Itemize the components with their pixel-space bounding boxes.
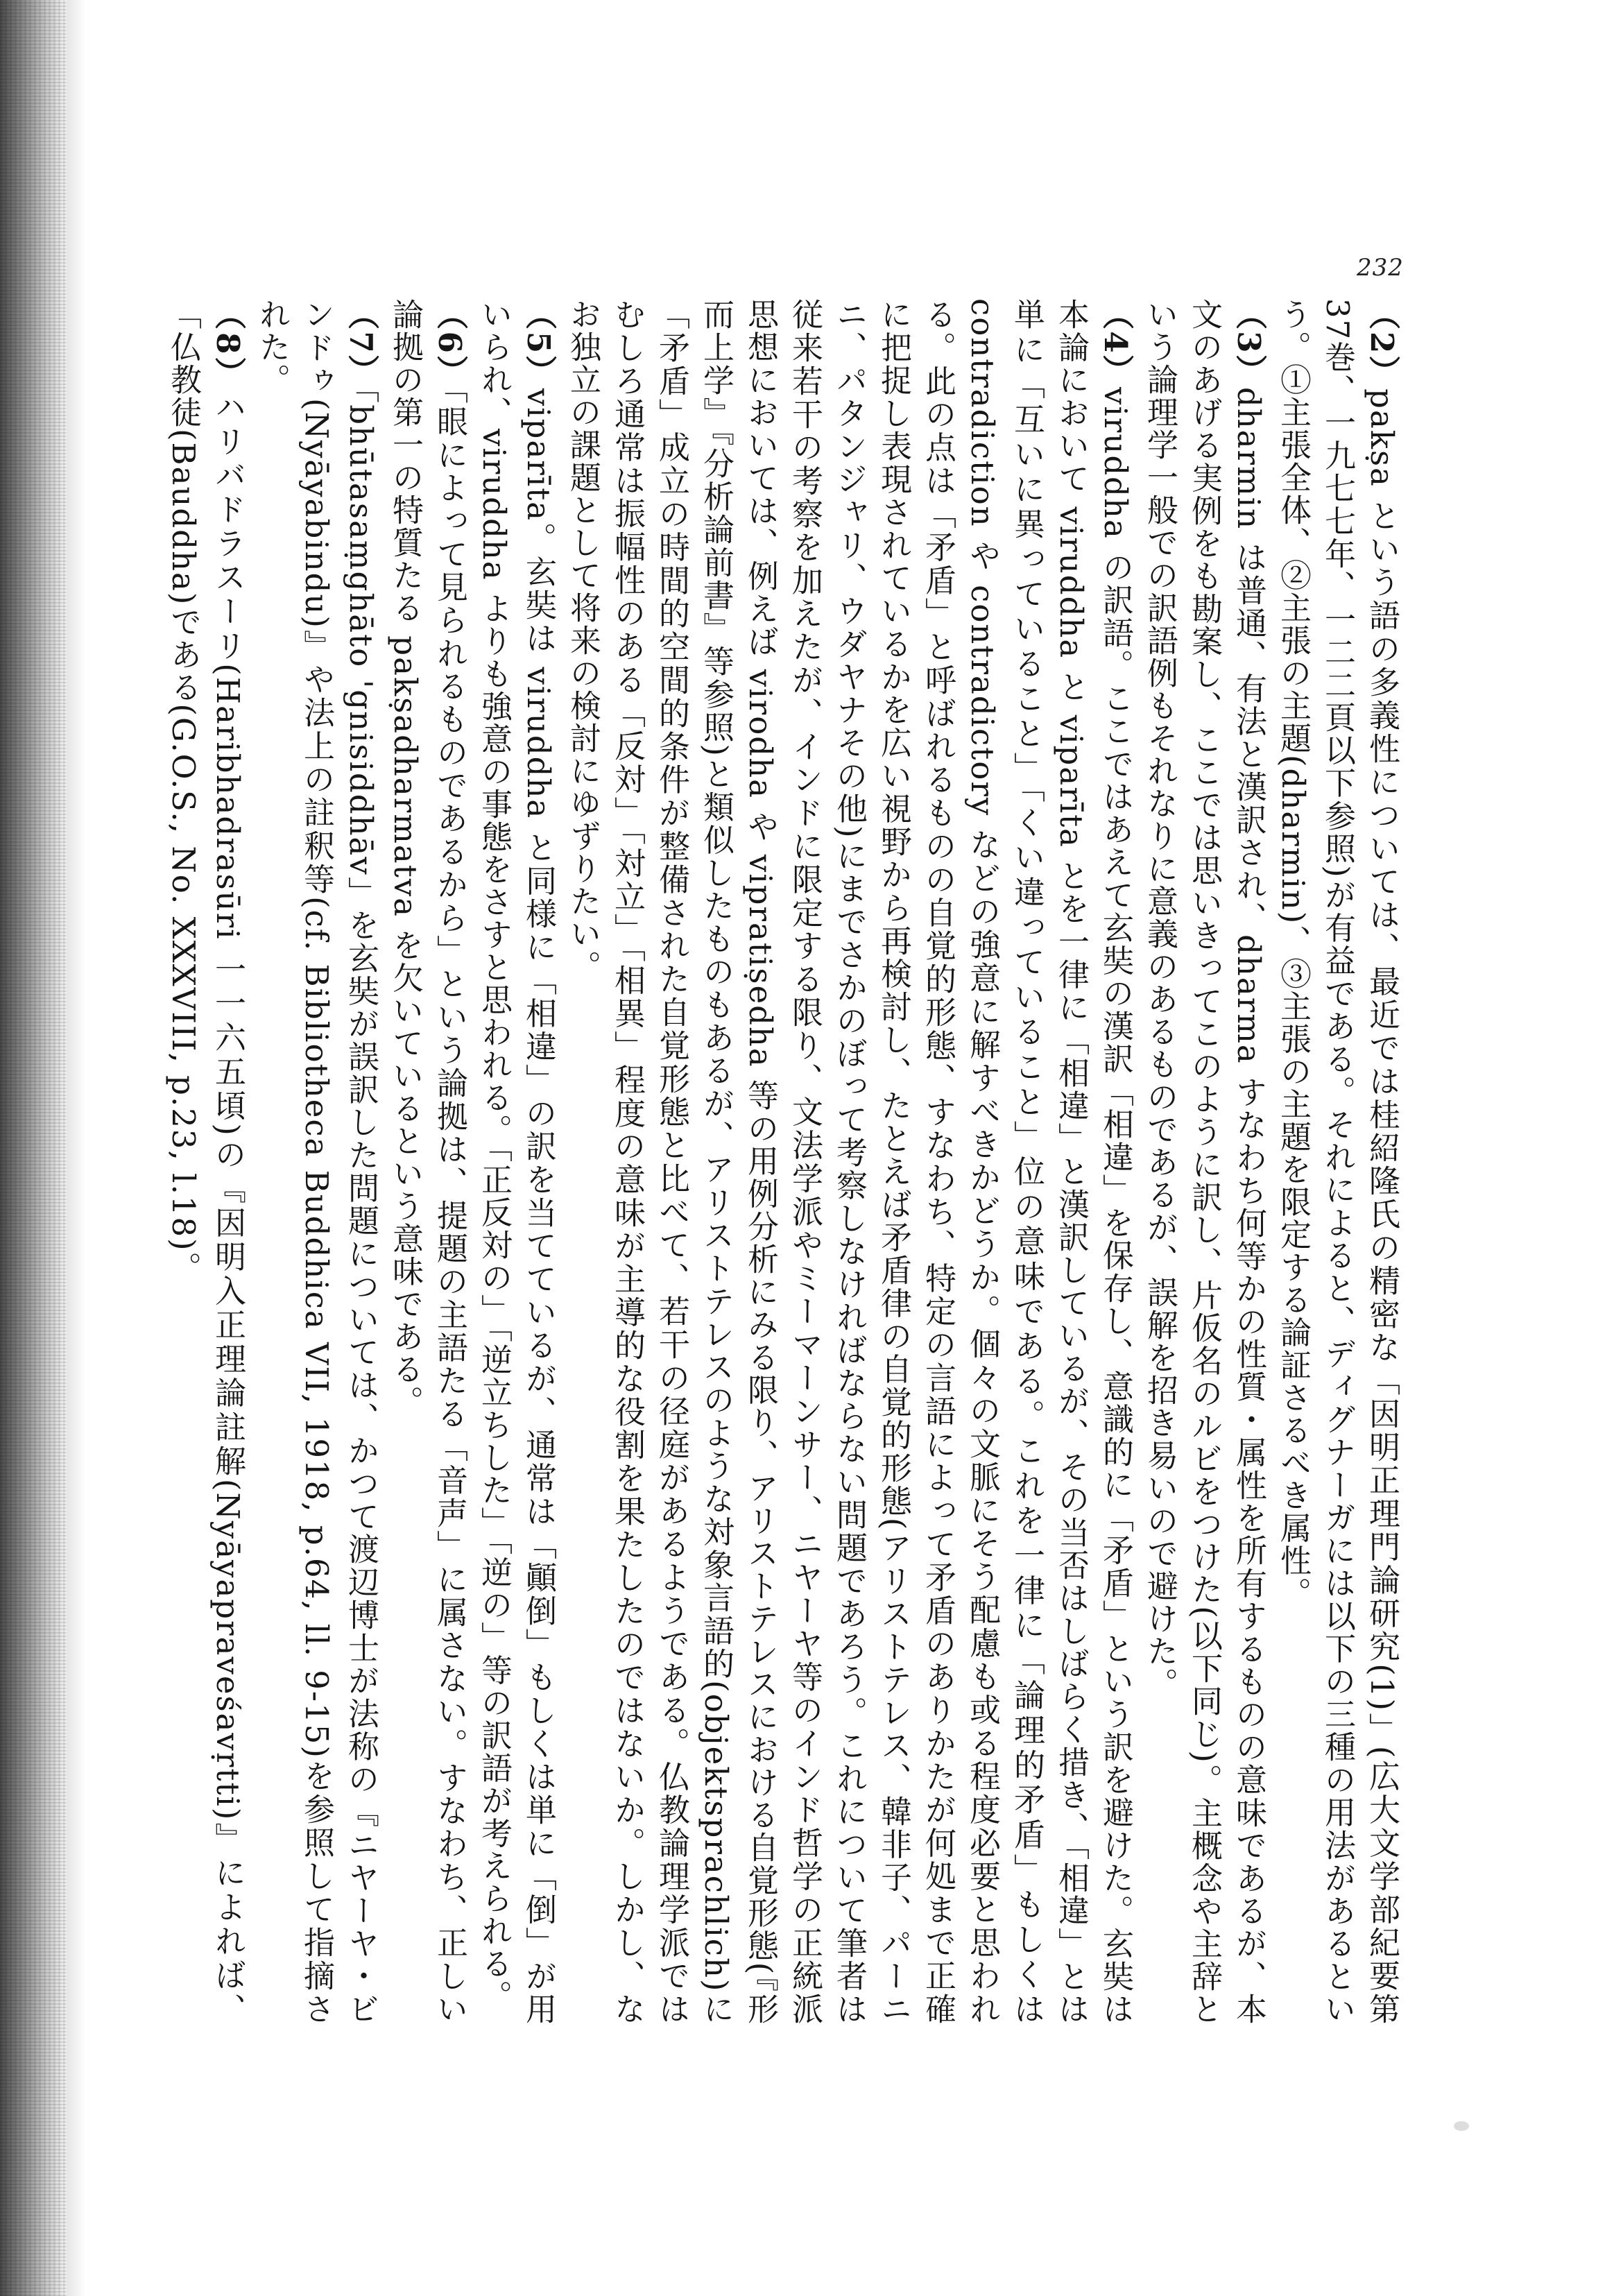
footnote-label: （7）: [343, 298, 379, 388]
footnote-6: [383, 298, 472, 2025]
footnote-text: viruddha の訳語。ここではあえて玄奘の漢訳「相違」を保存し、意識的に「矛盾」という訳を避けた。玄奘は本論において viruddha と viparīta とを一律に「相違」と漢訳しているが、その当否はしばらく措き、「相違」とは単に「互いに異っていること」「くい違っていること」位の意味である。これを一律に「論理的矛盾」もしくは contradiction や contradictory などの強意に解すべきかどうか。個々の文脈にそう配慮も或る程度必要と思われる。此の点は「矛盾」と呼ばれるものの自覚的形態、すなわち、特定の言語によって矛盾のありかたが何処まで正確に把捉し表現されているかを広い視野から再検討し、たとえば矛盾律の自覚的形態(アリストテレス、韓非子、パーニニ、パタンジャリ、ウダヤナその他)にまでさかのぼって考察しなければならない問題であろう。これについて筆者は従来若干の考察を加えたが、インドに限定する限り、文法学派やミーマーンサー、ニヤーヤ等のインド哲学の正統派思想においては、例えば virodha や vipratiṣedha 等の用例分析にみる限り、アリストテレスにおける自覚形態(『形而上学』『分析論前書』等参照)と類似したものもあるが、アリストテレスのような対象言語的(objektsprachlich)に「矛盾」成立の時間的空間的条件が整備された自覚形態と比べて、若干の径庭があるようである。仏教論理学派ではむしろ通常は振幅性のある「反対」「対立」「相異」程度の意味が主導的な役割を果たしたのではないか。しかし、なお独立の課題として将来の検討にゆずりたい。: [565, 298, 1134, 2026]
footnote-text: 「眼によって見られるものであるから」という論拠は、提題の主語たる「音声」に属さない。すなわち、正しい論拠の第一の特質たる pakṣadharmatva を欠いているという意味である。: [387, 298, 468, 2026]
footnote-2: [1271, 298, 1404, 2025]
footnote-text: 「bhūtasaṃghāto 'gnisiddhāv」を玄奘が誤訳した問題については、かつて渡辺博士が法称の『ニヤーヤ・ビンドゥ(Nyāyabindu)』や法上の註釈等(cf. Bibliotheca Buddhica VII, 1918, p.64, ll. 9-15)を参照して指摘された。: [254, 298, 379, 2025]
footnote-4: [560, 298, 1137, 2025]
footnote-text: pakṣa という語の多義性については、最近では桂紹隆氏の精密な「因明正理門論研究(1)」(広大文学部紀要第37巻、一九七七年、一二二頁以下参照)が有益である。それによると、ディグナーガには以下の三種の用法があるという。①主張全体、②主張の主題(dharmin)、③主張の主題を限定する論証さるべき属性。: [1275, 298, 1400, 2026]
footnote-label: （8）: [209, 298, 246, 391]
page-number: 232: [1357, 254, 1404, 282]
scan-smudge: [1454, 2121, 1469, 2131]
footnote-7: [250, 298, 383, 2025]
footnote-8: [161, 298, 250, 2025]
binding-shadow: [67, 0, 86, 2296]
footnote-label: （6）: [431, 298, 468, 388]
footnote-5: [472, 298, 560, 2025]
scanned-binding-edge: [0, 0, 67, 2296]
footnote-3: [1137, 298, 1271, 2025]
footnote-label: （5）: [520, 298, 557, 388]
footnotes-body: [165, 298, 1404, 2026]
footnote-text: dharmin は普通、有法と漢訳され、dharma すなわち何等かの性質・属性を所有するものの意味であるが、本文のあげる実例をも勘案し、ここでは思いきってこのように訳し、片仮名のルビをつけた(以下同じ)。主概念や主辞という論理学一般での訳語例もそれなりに意義のあるものであるが、誤解を招き易いので避けた。: [1142, 298, 1267, 2025]
footnote-text: viparīta。玄奘は viruddha と同様に「相違」の訳を当てているが、通常は「顚倒」もしくは単に「倒」が用いられ、viruddha よりも強意の事態をさすと思われる。「正反対の」「逆立ちした」「逆の」等の訳語が考えられる。: [476, 298, 557, 2026]
footnote-text: ハリバドラスーリ(Haribhadrasūri 一一六五頃)の『因明入正理論註解(Nyāyapraveśavṛtti)』によれば、「仏教徒(Bauddha)である(G.O.S., No. XXXVIII, p.23, l.18)。: [165, 298, 246, 2025]
footnote-label: （4）: [1097, 298, 1134, 388]
footnote-label: （3）: [1230, 298, 1267, 387]
footnote-label: （2）: [1364, 298, 1400, 389]
